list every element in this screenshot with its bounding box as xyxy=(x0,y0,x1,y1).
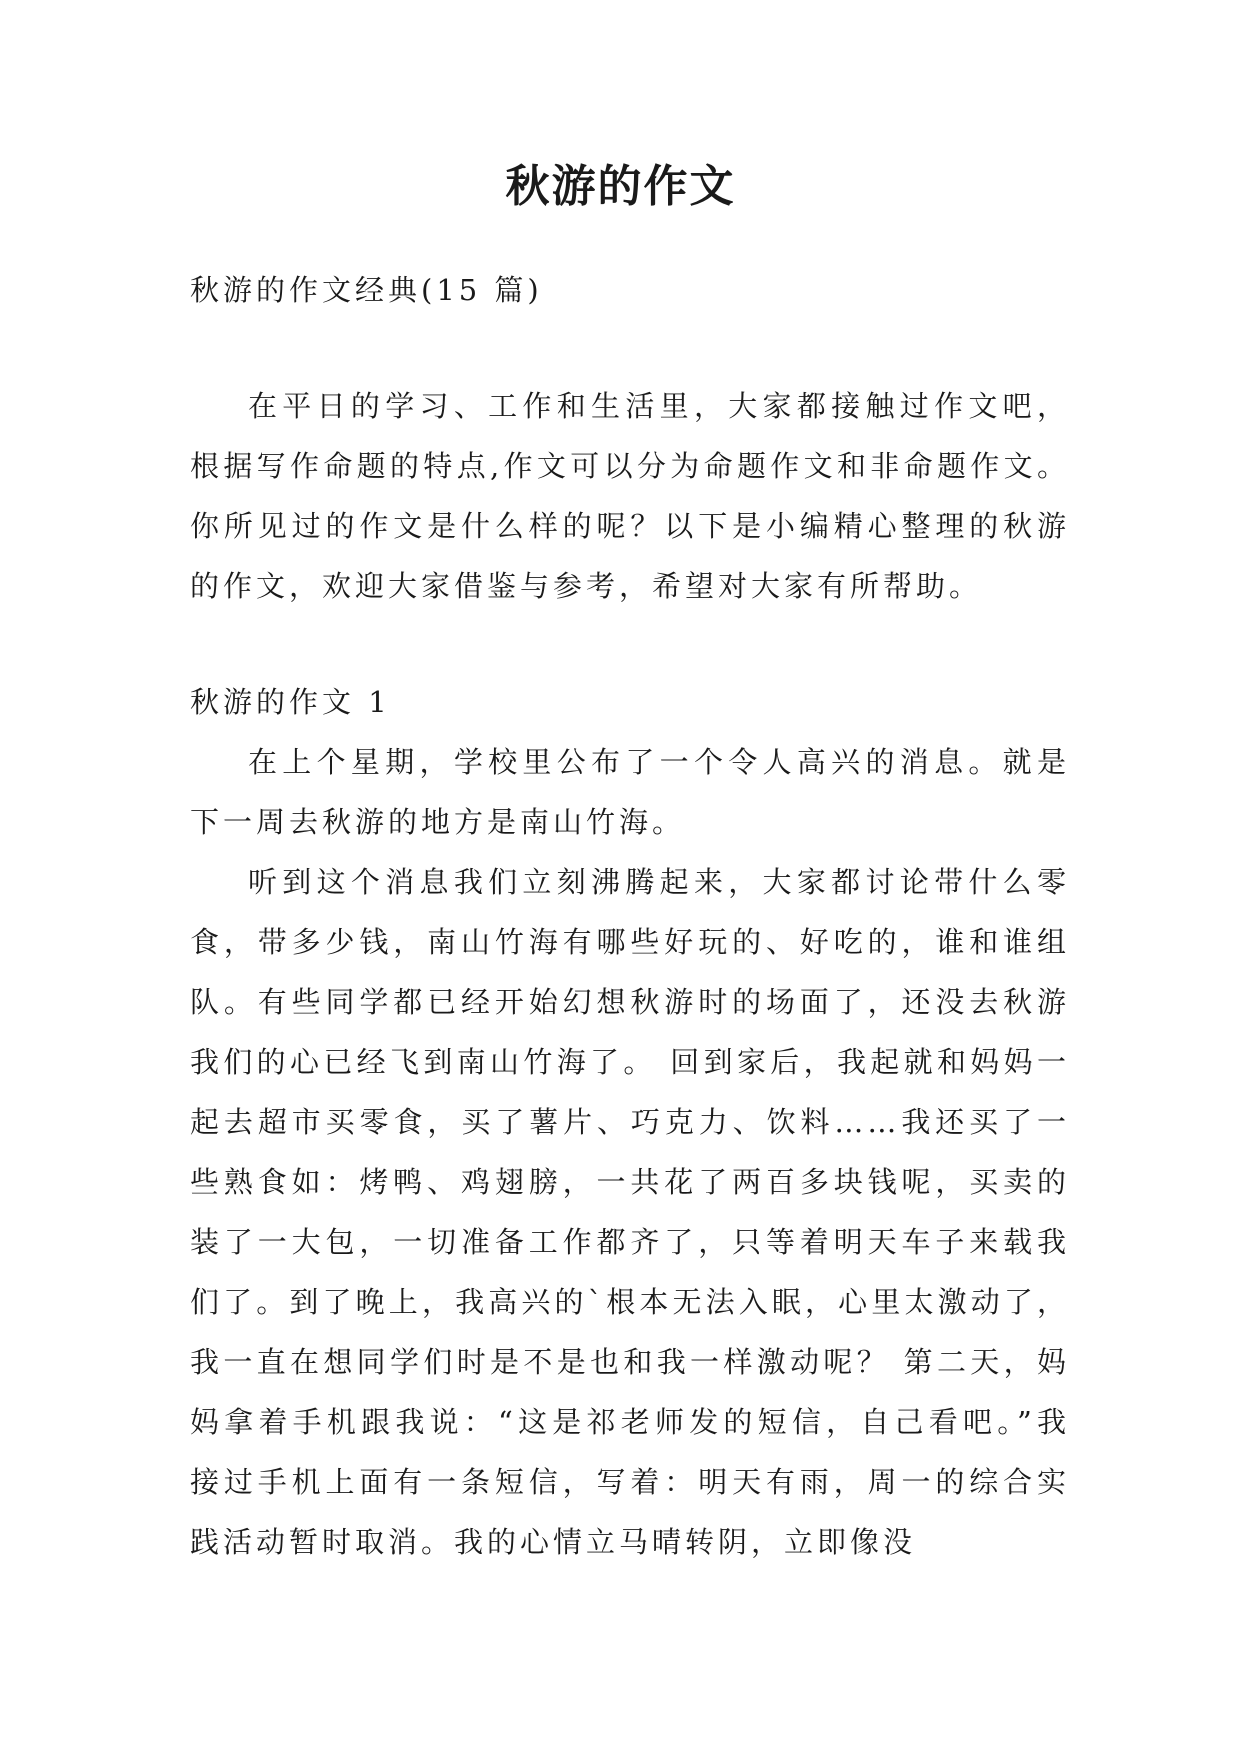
body-paragraph-2: 听到这个消息我们立刻沸腾起来，大家都讨论带什么零食，带多少钱，南山竹海有哪些好玩的、好吃的，谁和谁组队。有些同学都已经开始幻想秋游时的场面了，还没去秋游我们的心已经飞到南山竹海了。 回到家后，我起就和妈妈一起去超市买零食，买了薯片、巧克力、饮料……我还买了一些熟食如：烤鸭、鸡翅膀，一共花了两百多块钱呢，买卖的装了一大包，一切准备工作都齐了，只等着明天车子来载我们了。到了晚上，我高兴的`根本无法入眠，心里太激动了，我一直在想同学们时是不是也和我一样激动呢？ 第二天，妈妈拿着手机跟我说：“这是祁老师发的短信，自己看吧。”我接过手机上面有一条短信，写着：明天有雨，周一的综合实践活动暂时取消。我的心情立马晴转阴，立即像没 xyxy=(190,865,1070,1559)
document-body xyxy=(190,260,1070,1572)
body-paragraph-1: 在上个星期，学校里公布了一个令人高兴的消息。就是下一周去秋游的地方是南山竹海。 xyxy=(190,745,1070,839)
intro-paragraph: 在平日的学习、工作和生活里，大家都接触过作文吧，根据写作命题的特点,作文可以分为命题作文和非命题作文。你所见过的作文是什么样的呢？以下是小编精心整理的秋游的作文，欢迎大家借鉴与参考，希望对大家有所帮助。 xyxy=(190,389,1070,603)
section-heading: 秋游的作文 1 xyxy=(190,685,391,719)
document-title: 秋游的作文 xyxy=(505,161,736,212)
document-subtitle: 秋游的作文经典(15 篇) xyxy=(190,273,543,307)
